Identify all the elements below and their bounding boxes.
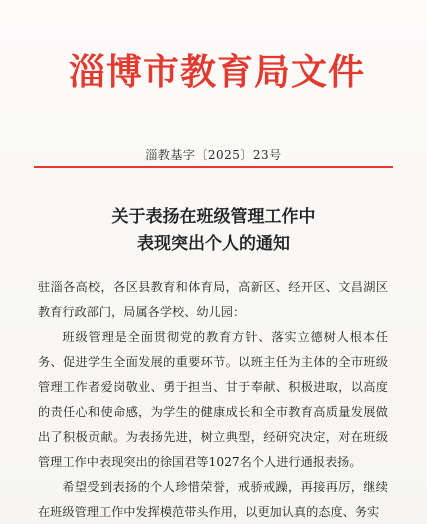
document-number: 淄教基字〔2025〕23号 xyxy=(145,148,282,162)
notice-body xyxy=(38,275,388,524)
notice-title-line-1: 关于表扬在班级管理工作中 xyxy=(111,207,316,227)
issuer-header-title: 淄博市教育局文件 xyxy=(68,52,365,93)
body-paragraph-2: 希望受到表扬的个人珍惜荣誉，戒骄戒躁，再接再厉，继续在班级管理工作中发挥模范带头作用，以更加认真的态度、务实 xyxy=(38,480,388,519)
red-separator-line xyxy=(34,166,393,168)
salutation: 驻淄各高校，各区县教育和体育局，高新区、经开区、文昌湖区教育行政部门，局属各学校、幼儿园： xyxy=(38,280,388,319)
notice-title-line-2: 表现突出个人的通知 xyxy=(137,234,290,254)
body-paragraph-1: 班级管理是全面贯彻党的教育方针、落实立德树人根本任务、促进学生全面发展的重要环节。以班主任为主体的全市班级管理工作者爱岗敬业、勇于担当、甘于奉献、积极进取，以高度的责任心和使命感，为学生的健康成长和全市教育高质量发展做出了积极贡献。为表扬先进，树立典型，经研究决定，对在班级管理工作中表现突出的徐国君等1027名个人进行通报表扬。 xyxy=(38,330,388,469)
notice-title xyxy=(0,204,427,258)
